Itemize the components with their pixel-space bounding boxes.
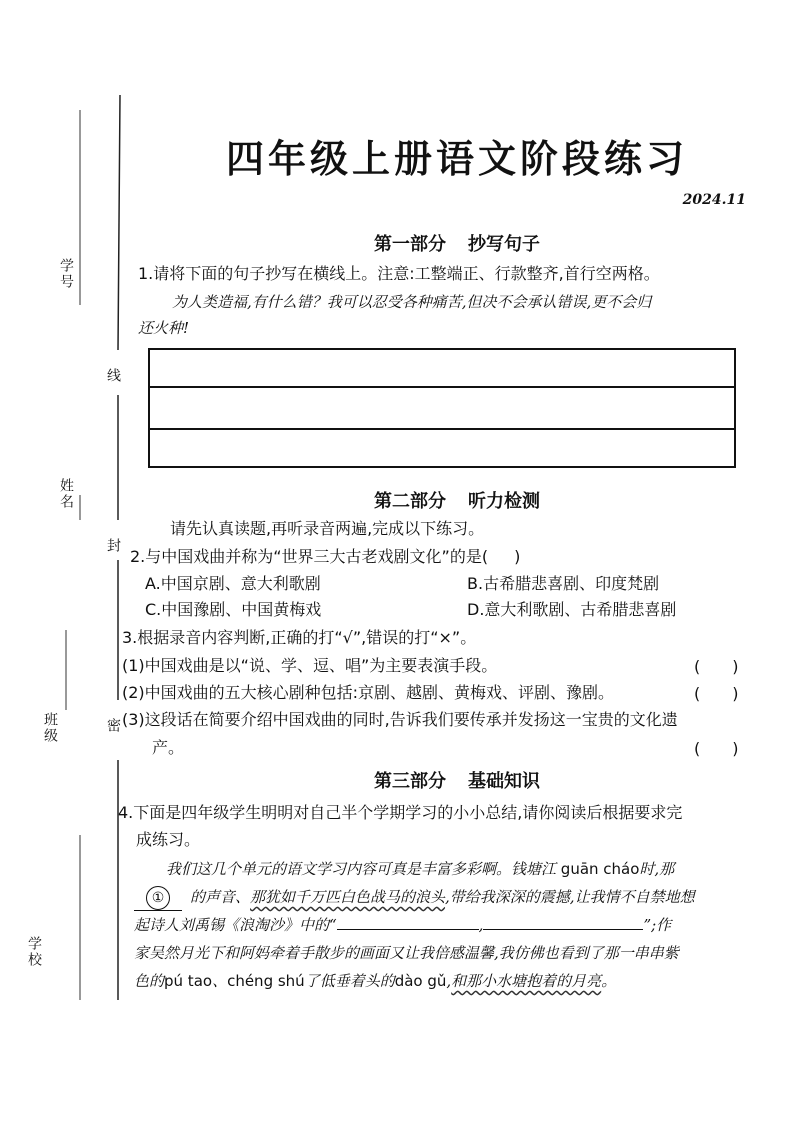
seal-feng: 封: [105, 538, 121, 554]
copy-line-2: [150, 428, 734, 430]
part2-intro: 请先认真读题,再听录音两遍,完成以下练习。: [170, 519, 485, 538]
q4-instruction-line2: 成练习。: [136, 830, 201, 849]
blank-number: ①: [146, 886, 170, 910]
q3-item-3-answer[interactable]: ( ): [694, 739, 739, 758]
q3-instruction: 3.根据录音内容判断,正确的打“√”,错误的打“×”。: [122, 628, 477, 647]
pinyin-daogu: dào gǔ: [394, 972, 447, 990]
blank-1[interactable]: [134, 885, 182, 911]
part3-heading: [120, 767, 794, 793]
passage-line-2: ① 的声音、那犹如千万匹白色战马的浪头,带给我深深的震撼,让我情不自禁地想: [134, 885, 695, 911]
passage-line-3: 起诗人刘禹锡《浪淘沙》中的“ , ”;作: [134, 916, 672, 934]
class-label: 班级: [42, 712, 58, 744]
passage-line-4: 家吴然月光下和阿妈牵着手散步的画面又让我倍感温馨,我仿佛也看到了那一串串紫: [134, 944, 679, 962]
part1-label: 第一部分: [374, 234, 446, 255]
part3-name: 基础知识: [468, 771, 540, 792]
q2-stem: 2.与中国戏曲并称为“世界三大古老戏剧文化”的是( ): [130, 547, 521, 566]
exam-date: 2024.11: [682, 192, 746, 208]
student-no-label: 学号: [58, 258, 74, 290]
q2-option-b[interactable]: B.古希腊悲喜剧、印度梵剧: [467, 574, 660, 593]
seal-mi: 密: [105, 718, 121, 734]
pinyin-putao: pú tao: [164, 972, 213, 990]
q4-instruction-line1: 4.下面是四年级学生明明对自己半个学期学习的小小总结,请你阅读后根据要求完: [118, 803, 683, 822]
q3-item-2: (2)中国戏曲的五大核心剧种包括:京剧、越剧、黄梅戏、评剧、豫剧。: [122, 683, 615, 702]
part1-name: 抄写句子: [468, 234, 540, 255]
seal-xian: 线: [105, 368, 121, 384]
part3-label: 第三部分: [374, 771, 446, 792]
q3-item-3-line1: (3)这段话在简要介绍中国戏曲的同时,告诉我们要传承并发扬这一宝贵的文化遗: [122, 710, 678, 729]
q3-item-1-answer[interactable]: ( ): [694, 657, 739, 676]
poem-blank-1[interactable]: [337, 929, 479, 930]
part2-heading: [120, 487, 794, 513]
binding-margin-lines: [0, 0, 140, 1124]
school-label: 学校: [26, 936, 42, 968]
part2-name: 听力检测: [468, 491, 540, 512]
q2-option-c[interactable]: C.中国豫剧、中国黄梅戏: [145, 600, 322, 619]
passage-line-5: 色的pú tao、chéng shú了低垂着头的dào gǔ,和那小水塘抱着的月亮。: [134, 972, 617, 990]
part2-label: 第二部分: [374, 491, 446, 512]
page-title: 四年级上册语文阶段练习: [225, 136, 688, 181]
pinyin-chengshu: chéng shú: [227, 972, 305, 990]
name-label: 姓名: [58, 478, 74, 510]
q1-instruction: 1.请将下面的句子抄写在横线上。注意:工整端正、行款整齐,首行空两格。: [138, 264, 660, 283]
q2-option-d[interactable]: D.意大利歌剧、古希腊悲喜剧: [467, 600, 677, 619]
pinyin-guanchao: guān cháo: [560, 860, 640, 878]
part1-heading: [120, 230, 794, 256]
wavy-underlined-phrase-1: 那犹如千万匹白色战马的浪头: [250, 888, 446, 906]
passage-line-1: 我们这几个单元的语文学习内容可真是丰富多彩啊。钱塘江 guān cháo时,那: [166, 860, 675, 878]
q1-sentence-line1: 为人类造福,有什么错？我可以忍受各种痛苦,但决不会承认错误,更不会归: [172, 293, 652, 311]
q1-sentence-line2: 还火种!: [138, 319, 190, 337]
copy-writing-box[interactable]: [148, 348, 736, 468]
wavy-underlined-phrase-2: 和那小水塘抱着的月亮: [451, 972, 602, 990]
copy-line-1: [150, 386, 734, 388]
q3-item-3-line2: 产。: [152, 738, 185, 757]
q3-item-2-answer[interactable]: ( ): [694, 684, 739, 703]
q3-item-1: (1)中国戏曲是以“说、学、逗、唱”为主要表演手段。: [122, 656, 498, 675]
q2-option-a[interactable]: A.中国京剧、意大利歌剧: [145, 574, 321, 593]
poem-blank-2[interactable]: [483, 929, 643, 930]
